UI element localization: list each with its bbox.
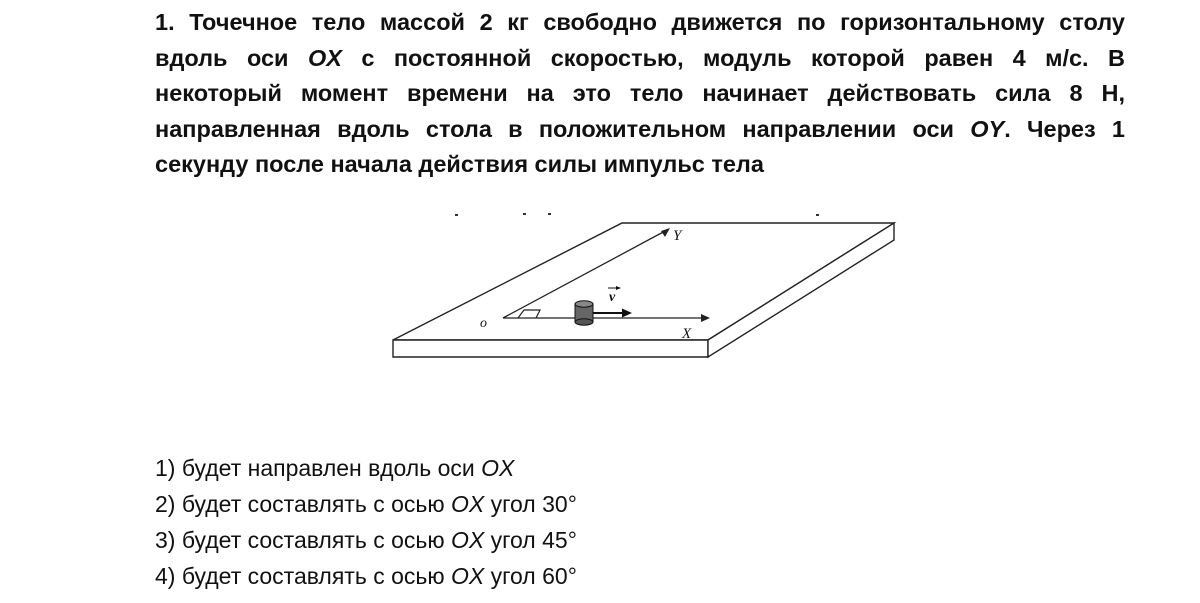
problem-line-5: секунду после начала действия силы импульс тела <box>155 151 764 177</box>
x-axis-label: X <box>682 326 692 342</box>
problem-number: 1. <box>155 9 175 35</box>
problem-line-3: некоторый момент времени на это тело начинает действовать сила 8 Н, <box>155 80 1125 106</box>
table-diagram-svg <box>380 200 910 375</box>
body-cylinder-bottom <box>575 319 593 325</box>
table-diagram <box>380 200 910 375</box>
velocity-label: v <box>609 290 616 305</box>
speck <box>816 214 819 216</box>
speck <box>523 213 526 215</box>
body-cylinder-top <box>575 301 593 307</box>
problem-statement <box>155 5 1125 183</box>
answer-option-2[interactable]: 2) будет составлять с осью OX угол 30° <box>155 491 577 517</box>
answer-option-1[interactable]: 1) будет направлен вдоль оси OX <box>155 455 515 481</box>
origin-label: o <box>480 316 487 331</box>
y-axis-label: Y <box>673 228 682 244</box>
problem-line-4: направленная вдоль стола в положительном направлении оси OY. Через 1 <box>155 115 1125 142</box>
problem-line-2: вдоль оси OX с постоянной скоростью, модуль которой равен 4 м/с. В <box>155 44 1125 71</box>
answer-options <box>155 450 577 594</box>
speck <box>455 214 458 216</box>
problem-line-1: 1. Точечное тело массой 2 кг свободно движется по горизонтальному столу <box>155 9 1125 35</box>
answer-option-3[interactable]: 3) будет составлять с осью OX угол 45° <box>155 527 577 553</box>
answer-option-4[interactable]: 4) будет составлять с осью OX угол 60° <box>155 563 577 589</box>
table-front-edge <box>393 340 708 357</box>
speck <box>548 213 551 215</box>
